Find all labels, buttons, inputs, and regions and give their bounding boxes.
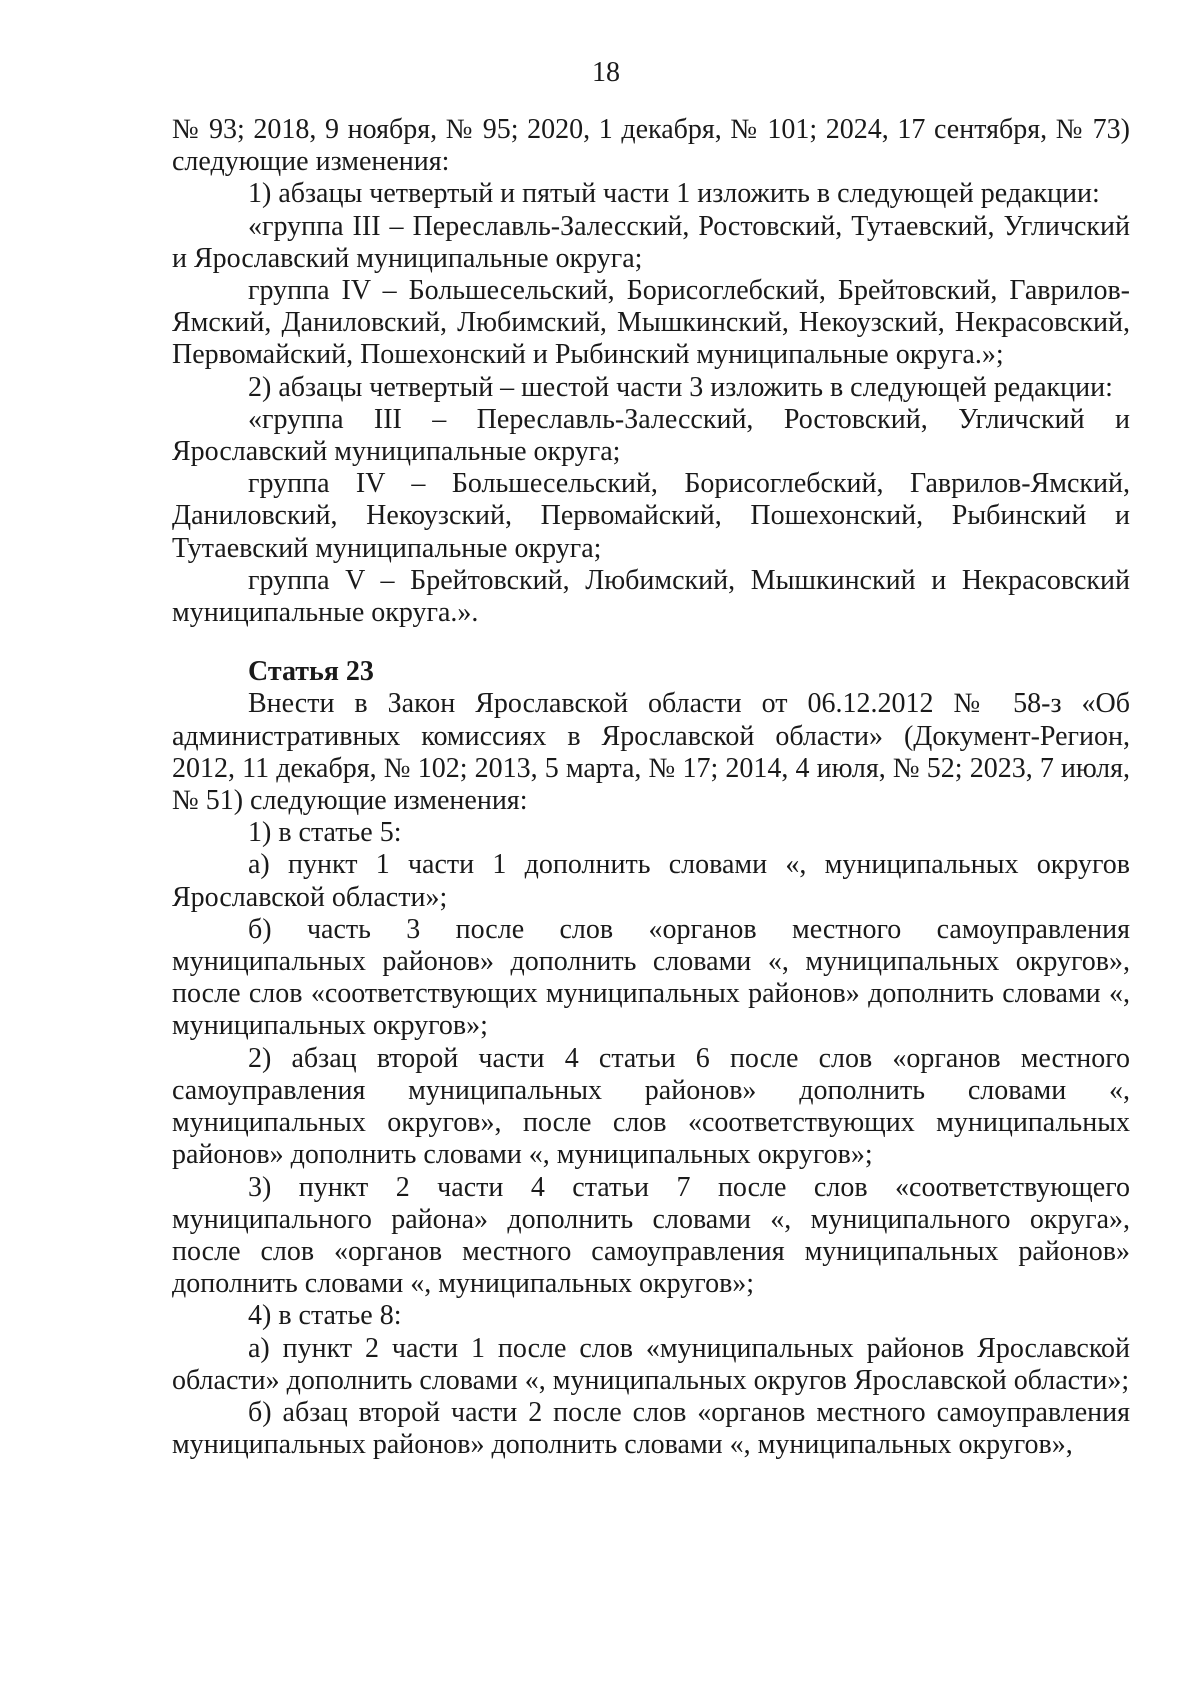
paragraph: б) часть 3 после слов «органов местного самоуправления муниципальных районов» дополнить словами «, муниципальных округов», после слов «соответствующих муниципальных районов» дополнить словами «, муниципальных округов»; (172, 913, 1130, 1042)
paragraph: № 93; 2018, 9 ноября, № 95; 2020, 1 декабря, № 101; 2024, 17 сентября, № 73) следующие изменения: (172, 114, 1130, 178)
paragraph: группа IV – Большесельский, Борисоглебский, Брейтовский, Гаврилов-Ямский, Даниловский, Любимский, Мышкинский, Некоузский, Некрасовский, Первомайский, Пошехонский и Рыбинский муниципальные округа.»; (172, 275, 1130, 371)
paragraph: группа V – Брейтовский, Любимский, Мышкинский и Некрасовский муниципальные округа.». (172, 564, 1130, 629)
paragraphs-after (172, 688, 1130, 1461)
paragraph: 1) абзацы четвертый и пятый части 1 изложить в следующей редакции: (248, 178, 1100, 210)
paragraph: а) пункт 2 части 1 после слов «муниципальных районов Ярославской области» дополнить словами «, муниципальных округов Ярославской области»; (172, 1332, 1130, 1396)
paragraph: 3) пункт 2 части 4 статьи 7 после слов «соответствующего муниципального района» дополнить словами «, муниципального округа», после слов «органов местного самоуправления муниципальных районов» дополнить словами «, муниципальных округов»; (172, 1171, 1130, 1300)
paragraph: группа IV – Большесельский, Борисоглебский, Гаврилов-Ямский, Даниловский, Некоузский, Первомайский, Пошехонский, Рыбинский и Тутаевский муниципальные округа; (172, 468, 1130, 564)
paragraph: б) абзац второй части 2 после слов «органов местного самоуправления муниципальных районов» дополнить словами «, муниципальных округов», (172, 1396, 1130, 1461)
article-title: Статья 23 (248, 656, 374, 688)
paragraph: 2) абзац второй части 4 статьи 6 после слов «органов местного самоуправления муниципальных районов» дополнить словами «, муниципальных округов», после слов «соответствующих муниципальных районов» дополнить словами «, муниципальных округов»; (172, 1042, 1130, 1171)
paragraph: 1) в статье 5: (248, 817, 402, 849)
paragraph: 4) в статье 8: (248, 1300, 402, 1332)
paragraph: Внести в Закон Ярославской области от 06.12.2012 № 58-з «Об административных комиссиях в Ярославской области» (Документ-Регион, 2012, 11 декабря, № 102; 2013, 5 марта, № 17; 2014, 4 июля, № 52; 2023, 7 июля, № 51) следующие изменения: (172, 688, 1130, 817)
paragraph: «группа III – Переславль-Залесский, Ростовский, Тутаевский, Угличский и Ярославский муниципальные округа; (172, 210, 1130, 274)
paragraph: а) пункт 1 части 1 дополнить словами «, муниципальных округов Ярославской области»; (172, 849, 1130, 913)
paragraphs-before (172, 114, 1130, 629)
paragraph: «группа III – Переславль-Залесский, Ростовский, Угличский и Ярославский муниципальные округа; (172, 403, 1130, 468)
page-number: 18 (592, 57, 620, 88)
paragraph: 2) абзацы четвертый – шестой части 3 изложить в следующей редакции: (248, 371, 1113, 403)
document-body (172, 114, 1130, 1461)
